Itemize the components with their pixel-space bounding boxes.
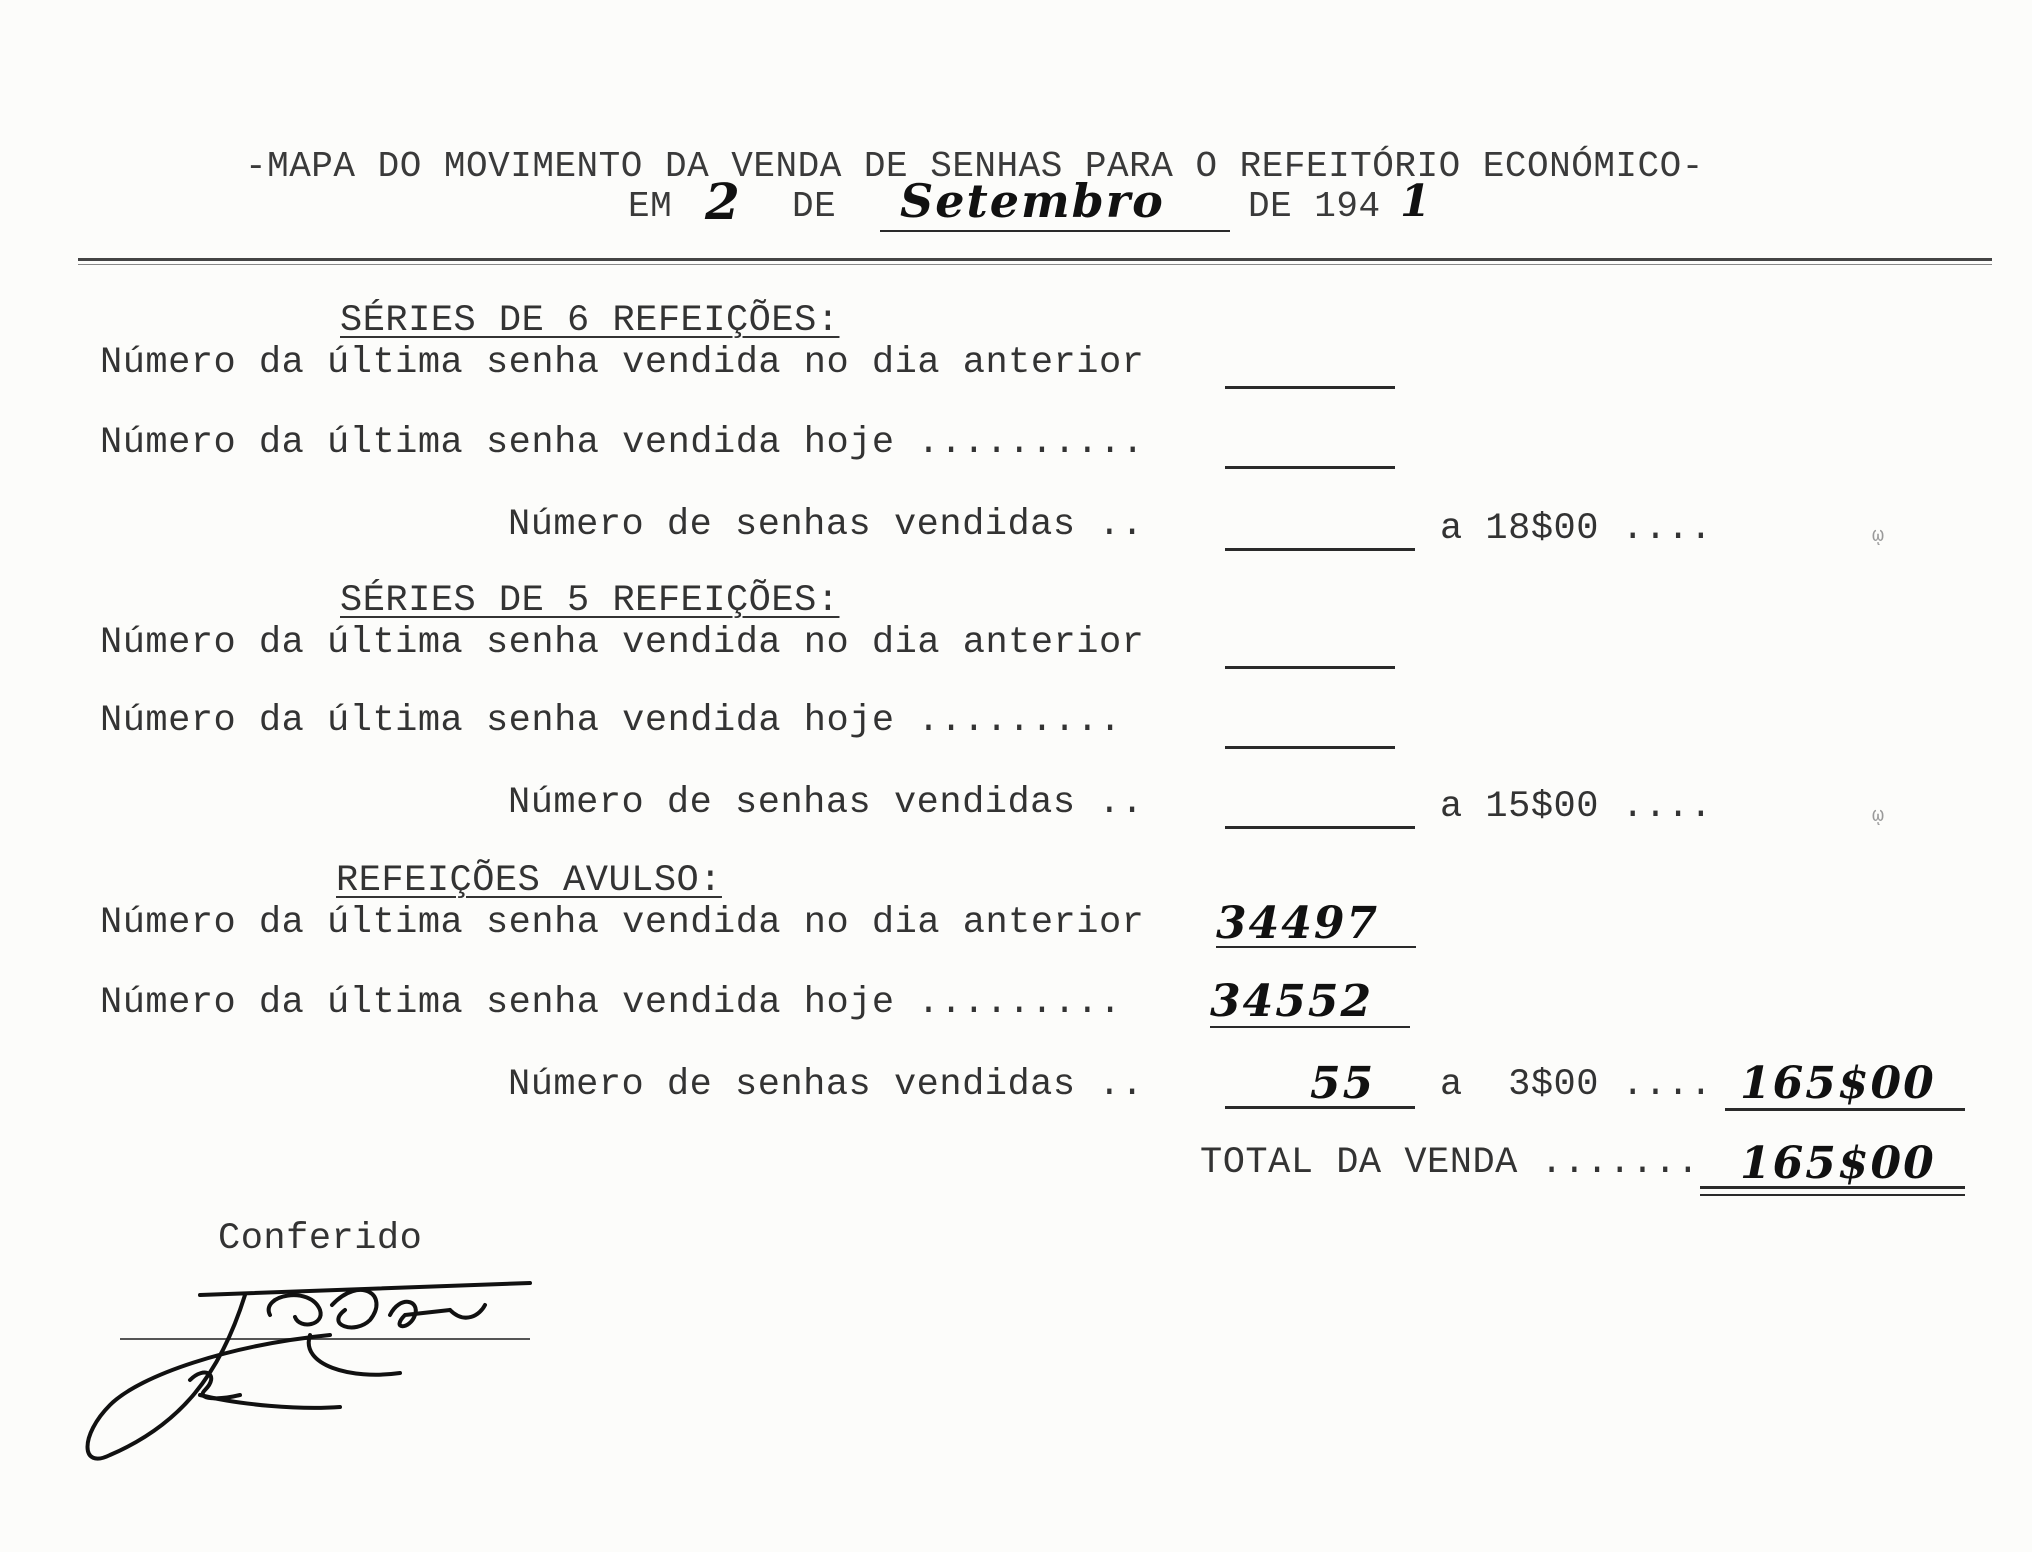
avulso-count-value: 55	[1310, 1058, 1376, 1109]
avulso-amount: 165$00	[1740, 1058, 1936, 1109]
avulso-count-blank	[1225, 1106, 1415, 1109]
series5-prev-label: Número da última senha vendida no dia anterior	[100, 622, 1145, 664]
date-day: 2	[705, 172, 742, 231]
series5-count-blank	[1225, 826, 1415, 829]
series6-count-blank	[1225, 548, 1415, 551]
avulso-today-label: Número da última senha vendida hoje .........	[100, 982, 1122, 1024]
date-year-digit: 1	[1400, 176, 1433, 227]
series6-price: a 18$00 ....	[1440, 508, 1713, 550]
date-de-1: DE	[792, 186, 837, 227]
series5-price: a 15$00 ....	[1440, 786, 1713, 828]
series6-today-label: Número da última senha vendida hoje ..........	[100, 422, 1145, 464]
series6-heading: SÉRIES DE 6 REFEIÇÕES:	[340, 300, 840, 342]
avulso-prev-value: 34497	[1216, 898, 1380, 949]
series5-today-blank	[1225, 746, 1395, 749]
series6-today-blank	[1225, 466, 1395, 469]
total-label: TOTAL DA VENDA .......	[1200, 1142, 1700, 1184]
avulso-count-label: Número de senhas vendidas ..	[508, 1064, 1144, 1106]
total-amount: 165$00	[1740, 1138, 1936, 1189]
series5-prev-blank	[1225, 666, 1395, 669]
avulso-prev-blank	[1216, 946, 1416, 948]
series6-prev-label: Número da última senha vendida no dia anterior	[100, 342, 1145, 384]
avulso-heading: REFEIÇÕES AVULSO:	[336, 860, 722, 902]
date-prefix: EM	[628, 186, 673, 227]
signature	[70, 1255, 550, 1485]
series6-count-label: Número de senhas vendidas ..	[508, 504, 1144, 546]
total-underline-1	[1700, 1186, 1965, 1189]
conferido-label: Conferido	[218, 1218, 423, 1260]
series5-heading: SÉRIES DE 5 REFEIÇÕES:	[340, 580, 840, 622]
stray-mark-2: ῳ	[1872, 805, 1885, 828]
total-underline-2	[1700, 1194, 1965, 1196]
series6-prev-blank	[1225, 386, 1395, 389]
avulso-prev-label: Número da última senha vendida no dia anterior	[100, 902, 1145, 944]
avulso-price: a 3$00 ....	[1440, 1064, 1713, 1106]
date-month-line	[880, 230, 1230, 232]
document-title: -MAPA DO MOVIMENTO DA VENDA DE SENHAS PARA O REFEITÓRIO ECONÓMICO-	[245, 146, 1704, 187]
date-month: Setembro	[900, 174, 1165, 228]
header-rule	[78, 258, 1992, 261]
stray-mark-1: ῳ	[1872, 525, 1885, 548]
avulso-today-value: 34552	[1210, 976, 1374, 1027]
avulso-today-blank	[1210, 1026, 1410, 1028]
series5-today-label: Número da última senha vendida hoje .........	[100, 700, 1122, 742]
date-de-2: DE 194	[1248, 186, 1381, 227]
avulso-amount-blank	[1725, 1108, 1965, 1111]
header-rule-shadow	[78, 264, 1992, 265]
series5-count-label: Número de senhas vendidas ..	[508, 782, 1144, 824]
